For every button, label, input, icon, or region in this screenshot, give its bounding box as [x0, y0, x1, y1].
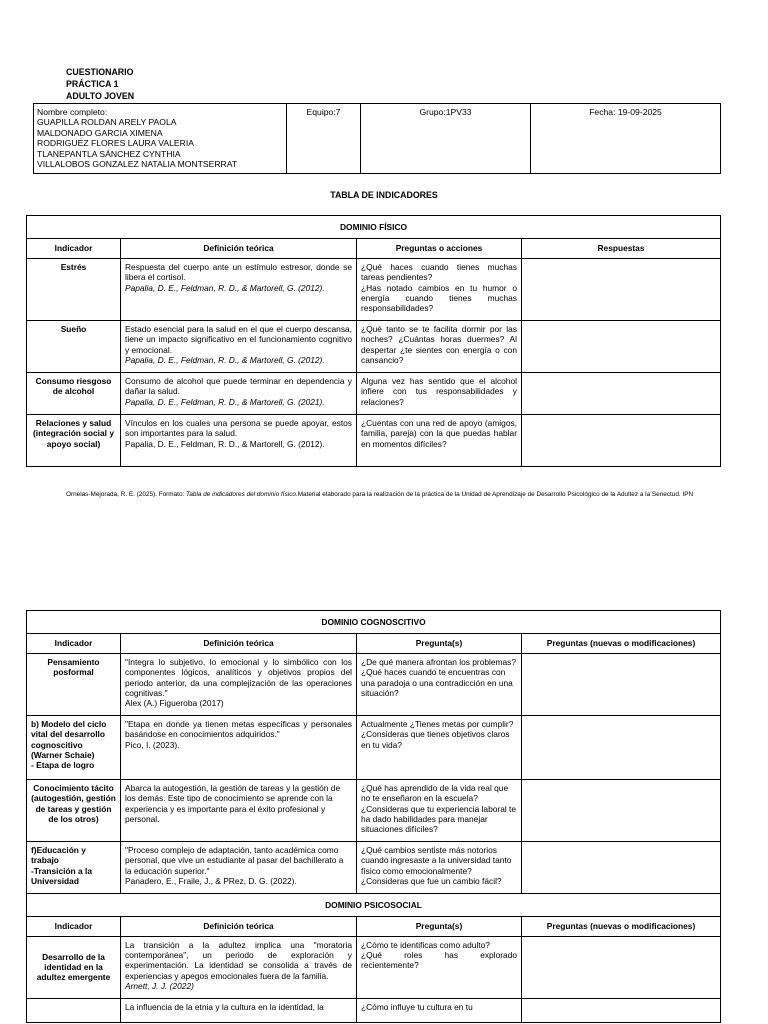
- indicator-cell: Conocimiento tácito (autogestión, gestión de tareas y gestión de los otros): [27, 779, 121, 841]
- citation: Arnett, J. J. (2022): [125, 981, 194, 992]
- names-label: Nombre completo:: [37, 107, 108, 117]
- header-line-3: ADULTO JOVEN: [66, 91, 135, 101]
- table-row: [27, 998, 721, 1022]
- questions-cell: Actualmente ¿Tienes metas por cumplir? ¿Consideras que tienes objetivos claros en tu vida?: [357, 715, 522, 779]
- definition-cell: Vínculos en los cuales una persona se puede apoyar, estos son importantes para la salud. Papalia, D. E., Feldman, R. D., & Martorell, G. (2012).: [121, 414, 357, 466]
- grupo-cell: Grupo:1PV33: [361, 104, 531, 174]
- col-header-indicator: Indicador: [27, 239, 121, 258]
- indicator-cell: Pensamiento posformal: [27, 653, 121, 715]
- new-questions-cell[interactable]: [522, 715, 721, 779]
- table-row: [27, 414, 721, 466]
- definition-cell: Respuesta del cuerpo ante un estímulo estresor, donde se libera el cortisol. Papalia, D. E., Feldman, R. D., & Martorell, G. (2012).: [121, 258, 357, 320]
- definition-cell: La transición a la adultez implica una "moratoria contemporánea", un periodo de exploración y experimentación. La identidad se consolida a través de experiencias y apegos emocionales fuera de la familia. Arnett, J. J. (2022): [121, 936, 357, 998]
- definition-cell: Abarca la autogestión, la gestión de tareas y la gestión de los demás. Este tipo de conocimiento se aprende con la experiencia y es importante para el éxito profesional y personal.: [121, 779, 357, 841]
- name-item: VILLALOBOS GONZALEZ NATALIA MONTSERRAT: [37, 159, 238, 170]
- cognitive-domain-table: [26, 610, 721, 1023]
- col-header-new-questions: Preguntas (nuevas o modificaciones): [522, 917, 721, 936]
- questions-cell: ¿Qué has aprendido de la vida real que no te enseñaron en la escuela? ¿Consideras que tu experiencia laboral te ha dado habilidades para manejar situaciones difíciles?: [357, 779, 522, 841]
- questions-cell: ¿Cómo influye tu cultura en tu: [357, 998, 522, 1022]
- citation: Papalia, D. E., Feldman, R. D., & Martorell, G. (2012).: [125, 355, 325, 366]
- footnote-title: Tabla de indicadores del dominio físico.: [186, 491, 298, 498]
- answer-cell[interactable]: [522, 372, 721, 414]
- footnote: [66, 490, 716, 499]
- new-questions-cell[interactable]: [522, 653, 721, 715]
- table-row: [27, 320, 721, 372]
- table-row: [27, 841, 721, 893]
- name-item: MALDONADO GARCIA XIMENA: [37, 127, 163, 138]
- answer-cell[interactable]: [522, 414, 721, 466]
- table-row: [27, 372, 721, 414]
- indicator-cell: Desarrollo de la identidad en la adultez emergente: [27, 936, 121, 998]
- col-header-answers: Respuestas: [522, 239, 721, 258]
- questions-cell: ¿Cuentas con una red de apoyo (amigos, familia, pareja) con la que puedas hablar en momentos difíciles?: [357, 414, 522, 466]
- header-line-1: CUESTIONARIO: [66, 67, 134, 77]
- questions-cell: ¿Cómo te identificas como adulto? ¿Qué roles has explorado recientemente?: [357, 936, 522, 998]
- table-row: [27, 258, 721, 320]
- citation: Papalia, D. E., Feldman, R. D., & Martorell, G. (2012).: [125, 438, 325, 449]
- questions-cell: ¿Qué haces cuando tienes muchas tareas pendientes? ¿Has notado cambios en tu humor o energía cuando tienes muchas responsabilidades?: [357, 258, 522, 320]
- col-header-questions: Pregunta(s): [357, 917, 522, 936]
- table-row: [27, 715, 721, 779]
- col-header-indicator: Indicador: [27, 634, 121, 653]
- col-header-questions: Pregunta(s): [357, 634, 522, 653]
- document-header: [66, 66, 134, 102]
- new-questions-cell[interactable]: [522, 936, 721, 998]
- new-questions-cell[interactable]: [522, 779, 721, 841]
- physical-domain-table: [26, 215, 721, 467]
- questions-cell: ¿De qué manera afrontan los problemas? ¿Qué haces cuando te encuentras con una paradoja o una contradicción en una situación?: [357, 653, 522, 715]
- domain-title: DOMINIO FÍSICO: [27, 216, 721, 239]
- header-line-2: PRÁCTICA 1: [66, 79, 119, 89]
- footnote-suffix: Material elaborado para la realización de la práctica de la Unidad de Aprendizaje de Desarrollo Psicológico de la Adultez a la Senectud. IPN: [297, 491, 694, 498]
- new-questions-cell[interactable]: [522, 841, 721, 893]
- col-header-new-questions: Preguntas (nuevas o modificaciones): [522, 634, 721, 653]
- fecha-cell: Fecha: 19-09-2025: [531, 104, 721, 174]
- table-row: [27, 779, 721, 841]
- col-header-definition: Definición teórica: [121, 634, 357, 653]
- definition-cell: "Etapa en donde ya tienen metas específicas y personales basándose en conocimientos adquiridos." Pico, I. (2023).: [121, 715, 357, 779]
- answer-cell[interactable]: [522, 258, 721, 320]
- name-item: TLANEPANTLA SÁNCHEZ CYNTHIA: [37, 148, 181, 159]
- new-questions-cell[interactable]: [522, 998, 721, 1022]
- footnote-prefix: Ornelas-Mejorada, R. E. (2025). Formato:: [66, 491, 187, 498]
- indicator-cell: Sueño: [27, 320, 121, 372]
- name-item: RODRIGUEZ FLORES LAURA VALERIA: [37, 138, 194, 149]
- indicator-cell: Estrés: [27, 258, 121, 320]
- indicator-cell: [27, 998, 121, 1022]
- names-cell: [34, 104, 287, 174]
- table-row: [27, 653, 721, 715]
- questions-cell: ¿Qué tanto se te facilita dormir por las noches? ¿Cuántas horas duermes? Al despertar ¿te sientes con energía o con cansancio?: [357, 320, 522, 372]
- name-item: GUAPILLA ROLDAN ARELY PAOLA: [37, 117, 177, 128]
- definition-cell: Consumo de alcohol que puede terminar en dependencia y dañar la salud. Papalia, D. E., Feldman, R. D., & Martorell, G. (2021).: [121, 372, 357, 414]
- answer-cell[interactable]: [522, 320, 721, 372]
- main-title: TABLA DE INDICADORES: [330, 190, 438, 200]
- citation: Papalia, D. E., Feldman, R. D., & Martorell, G. (2021).: [125, 396, 325, 407]
- col-header-questions: Preguntas o acciones: [357, 239, 522, 258]
- col-header-definition: Definición teórica: [121, 917, 357, 936]
- col-header-indicator: Indicador: [27, 917, 121, 936]
- col-header-definition: Definición teórica: [121, 239, 357, 258]
- info-table: [33, 103, 721, 174]
- indicator-cell: Consumo riesgoso de alcohol: [27, 372, 121, 414]
- indicator-cell: f)Educación y trabajo -Transición a la Universidad: [27, 841, 121, 893]
- definition-cell: Estado esencial para la salud en el que el cuerpo descansa, tiene un impacto significativo en el funcionamiento cognitivo y emocional. Papalia, D. E., Feldman, R. D., & Martorell, G. (2012).: [121, 320, 357, 372]
- domain-title: DOMINIO COGNOSCITIVO: [27, 611, 721, 634]
- table-row: [27, 936, 721, 998]
- equipo-cell: Equipo:7: [287, 104, 361, 174]
- definition-cell: La influencia de la etnia y la cultura en la identidad, la: [121, 998, 357, 1022]
- citation: Papalia, D. E., Feldman, R. D., & Martorell, G. (2012).: [125, 282, 325, 293]
- indicator-cell: b) Modelo del ciclo vital del desarrollo cognoscitivo (Warner Schaie) - Etapa de logro: [27, 715, 121, 779]
- definition-cell: "Integra lo subjetivo, lo emocional y lo simbólico con los componentes lógicos, analíticos y objetivos propios del periodo anterior, da una complejización de las operaciones cognitivas." Alex (A.) Figueroba (2017): [121, 653, 357, 715]
- questions-cell: Alguna vez has sentido que el alcohol infiere con tus responsabilidades y relaciones?: [357, 372, 522, 414]
- questions-cell: ¿Qué cambios sentiste más notorios cuando ingresaste a la universidad tanto físico como emocionalmente? ¿Consideras que fue un cambio fácil?: [357, 841, 522, 893]
- domain-title: DOMINIO PSICOSOCIAL: [27, 893, 721, 916]
- definition-cell: "Proceso complejo de adaptación, tanto académica como personal, que vive un estudiante al pasar del bachillerato a la educación superior." Panadero, E., Fraile, J., & PRez, D. G. (2022).: [121, 841, 357, 893]
- indicator-cell: Relaciones y salud (integración social y apoyo social): [27, 414, 121, 466]
